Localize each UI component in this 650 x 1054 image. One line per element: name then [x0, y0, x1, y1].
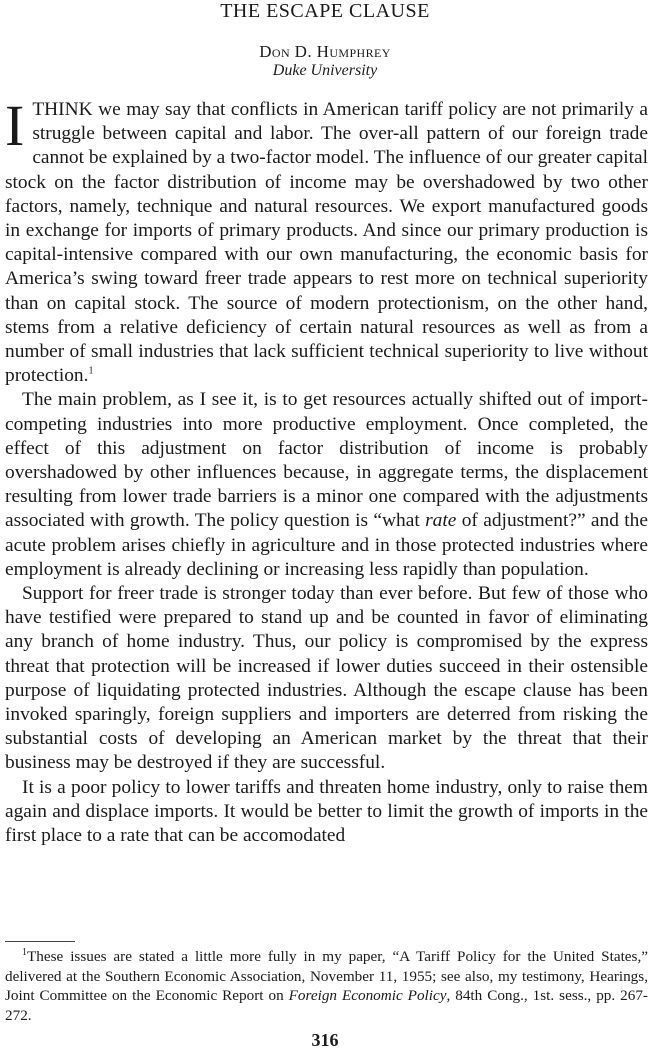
drop-cap: I — [5, 93, 25, 158]
paragraph-2-text-a: The main problem, as I see it, is to get resources actually shifted out of import-competing industries into more productive employment. Once completed, the effect of this adjustment on factor distribution of income is probably overshadowed by other influences because, in aggregate terms, the displacement resulting from lower trade barriers is a minor one compared with the adjustments associated with growth. The policy question is “what — [5, 389, 648, 532]
footnote-text-b: , 84th Cong., 1st. sess., pp. 267-272. — [5, 987, 648, 1024]
article-title: THE ESCAPE CLAUSE — [220, 0, 430, 22]
paragraph-1 — [5, 93, 648, 388]
footnote-emphasis: Foreign Economic Policy — [288, 987, 447, 1005]
footnote-reference[interactable]: 1 — [88, 365, 94, 377]
footnote-marker: 1 — [22, 946, 27, 958]
article-body — [5, 93, 648, 848]
page-number: 316 — [311, 1030, 339, 1050]
footnote — [5, 947, 648, 1025]
paragraph-1-text: THINK we may say that conflicts in American tariff policy are not primarily a struggle between capital and labor. The over-all pattern of our foreign trade cannot be explained by a two-factor model. The influence of our greater capital stock on the factor distribution of income may be overshadowed by two other factors, namely, technique and natural resources. We export manufactured goods in exchange for imports of primary products. And since our primary production is capital-intensive compared with our own manufacturing, the economic basis for America’s swing toward freer trade appears to rest more on technical superiority than on capital stock. The source of modern protectionism, on the other hand, stems from a relative deficiency of certain natural resources as well as from a number of small industries that lack sufficient technical superiority to live without protection. — [5, 99, 648, 387]
paragraph-4: It is a poor policy to lower tariffs and threaten home industry, only to raise them again and displace imports. It would be better to limit the growth of imports in the first place to a rate that can be accomodated — [5, 776, 648, 847]
paragraph-2-emphasis: rate — [425, 510, 457, 532]
author-affiliation: Duke University — [272, 62, 378, 79]
author-name: Don D. Humphrey — [259, 42, 391, 61]
paragraph-3: Support for freer trade is stronger today than ever before. But few of those who have testified were prepared to stand up and be counted in favor of eliminating any branch of home industry. Thus, our policy is compromised by the express threat that protection will be increased if lower duties succeed in their ostensible purpose of liquidating protected industries. Although the escape clause has been invoked sparingly, foreign suppliers and importers are deterred from risking the substantial costs of developing an American market by the threat that their business may be destroyed if they are successful. — [5, 583, 648, 774]
paragraph-2-text-b: of adjustment?” and the acute problem arises chiefly in agriculture and in those protected industries where employment is already declining or increasing less rapidly than population. — [5, 510, 648, 580]
footnote-divider — [5, 941, 75, 942]
footnote-text-a: These issues are stated a little more fully in my paper, “A Tariff Policy for the United States,” delivered at the Southern Economic Association, November 11, 1955; see also, my testimony, Hearings, Joint Committee on the Economic Report on — [5, 948, 648, 1005]
paragraph-2 — [5, 388, 648, 582]
